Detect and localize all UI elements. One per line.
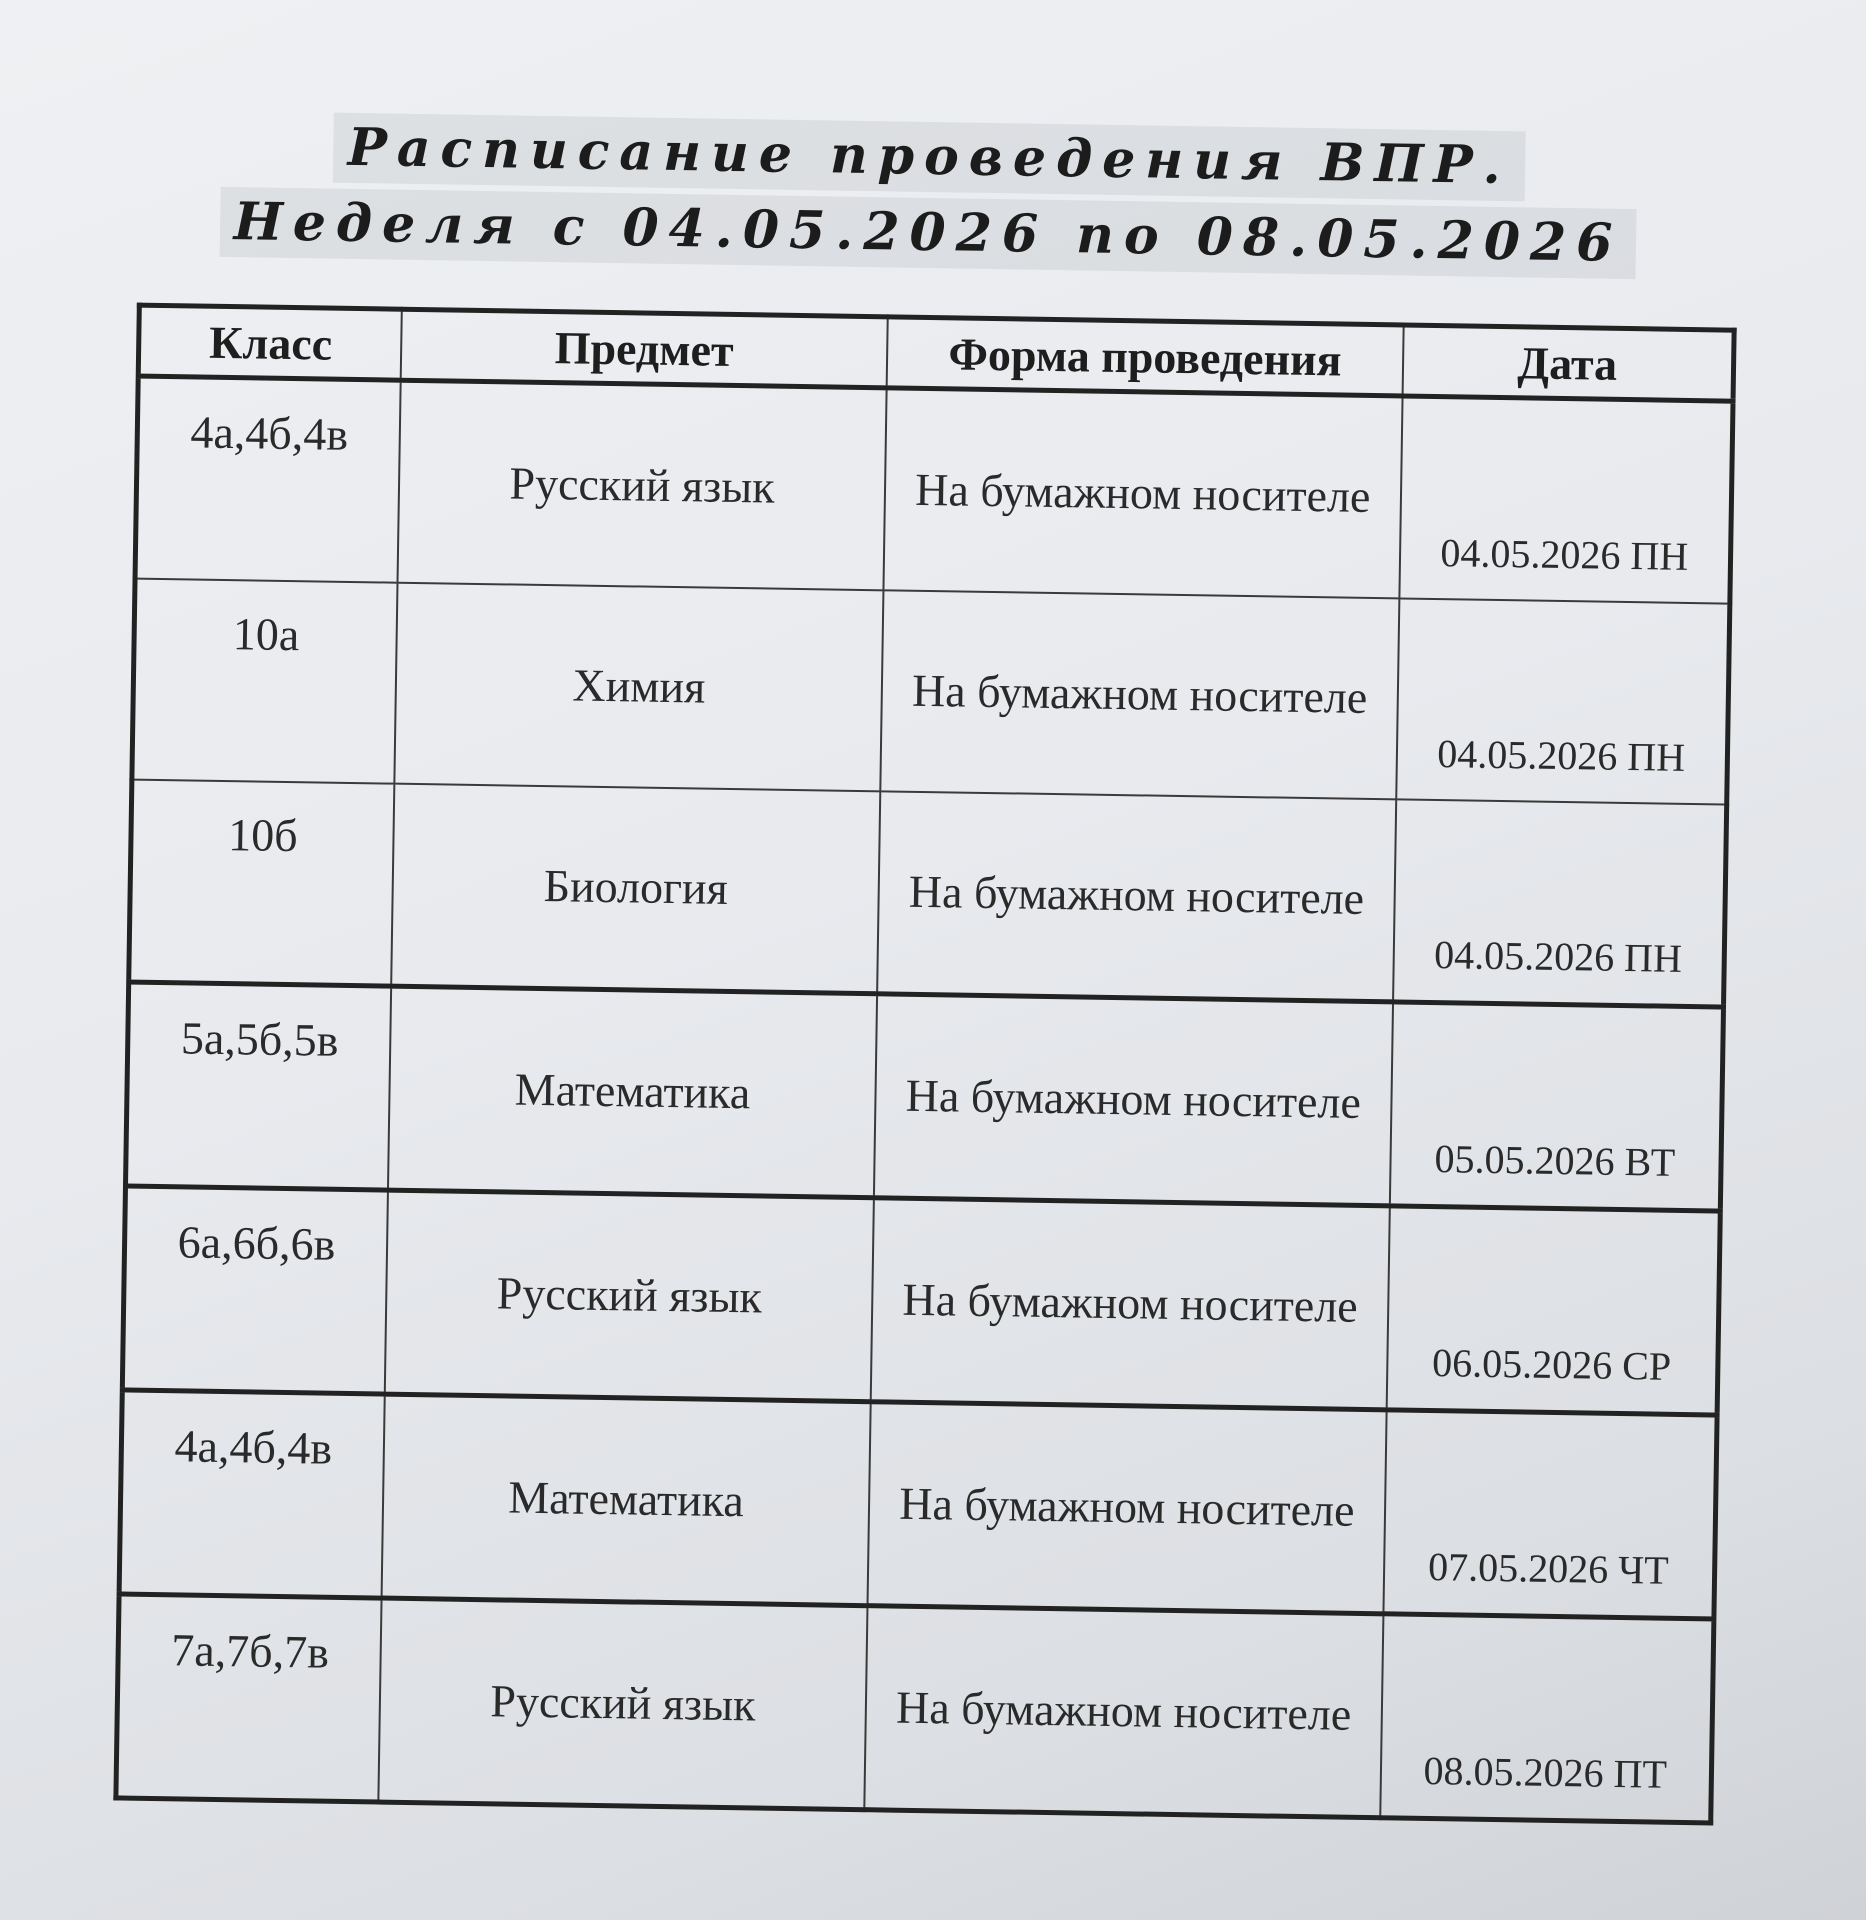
- class-cell: 6а,6б,6в: [122, 1186, 388, 1394]
- subject-cell: Русский язык: [385, 1190, 874, 1402]
- header-date: Дата: [1402, 325, 1734, 401]
- title-line-1: Расписание проведения ВПР.: [333, 113, 1525, 202]
- schedule-table: [113, 303, 1736, 1826]
- form-cell: На бумажном носителе: [871, 1198, 1390, 1410]
- date-cell: 04.05.2026 ПН: [1396, 598, 1730, 804]
- form-cell: На бумажном носителе: [868, 1402, 1387, 1614]
- class-cell: 4а,4б,4в: [135, 376, 401, 583]
- table-row: [129, 780, 1727, 1008]
- subject-cell: Русский язык: [397, 380, 886, 590]
- date-cell: 04.05.2026 ПН: [1399, 396, 1733, 604]
- form-cell: На бумажном носителе: [884, 388, 1403, 599]
- class-cell: 10б: [129, 780, 395, 987]
- header-subject: Предмет: [401, 309, 888, 388]
- subject-cell: Русский язык: [378, 1598, 867, 1810]
- date-cell: 07.05.2026 ЧТ: [1383, 1410, 1717, 1619]
- table-row: [119, 1390, 1717, 1619]
- table-row: [122, 1186, 1720, 1415]
- title-line-2: Неделя с 04.05.2026 по 08.05.2026: [219, 187, 1637, 279]
- class-cell: 7а,7б,7в: [116, 1594, 382, 1802]
- table-row: [116, 1594, 1714, 1823]
- date-cell: 06.05.2026 СР: [1386, 1206, 1720, 1415]
- document-sheet: [34, 96, 1800, 1797]
- header-form: Форма проведения: [887, 317, 1404, 396]
- subject-cell: Математика: [381, 1394, 870, 1606]
- table-row: [135, 376, 1733, 604]
- form-cell: На бумажном носителе: [864, 1606, 1383, 1818]
- table-row: [125, 982, 1723, 1211]
- class-cell: 10а: [132, 579, 397, 784]
- form-cell: На бумажном носителе: [877, 791, 1396, 1002]
- class-cell: 5а,5б,5в: [125, 982, 391, 1190]
- header-class: Класс: [138, 305, 401, 380]
- form-cell: На бумажном носителе: [880, 590, 1399, 799]
- date-cell: 08.05.2026 ПТ: [1380, 1614, 1714, 1823]
- subject-cell: Биология: [391, 784, 880, 994]
- date-cell: 05.05.2026 ВТ: [1389, 1002, 1723, 1211]
- date-cell: 04.05.2026 ПН: [1393, 799, 1727, 1007]
- subject-cell: Химия: [394, 583, 883, 792]
- table-row: [132, 579, 1730, 805]
- class-cell: 4а,4б,4в: [119, 1390, 385, 1598]
- form-cell: На бумажном носителе: [874, 994, 1393, 1206]
- subject-cell: Математика: [388, 986, 877, 1198]
